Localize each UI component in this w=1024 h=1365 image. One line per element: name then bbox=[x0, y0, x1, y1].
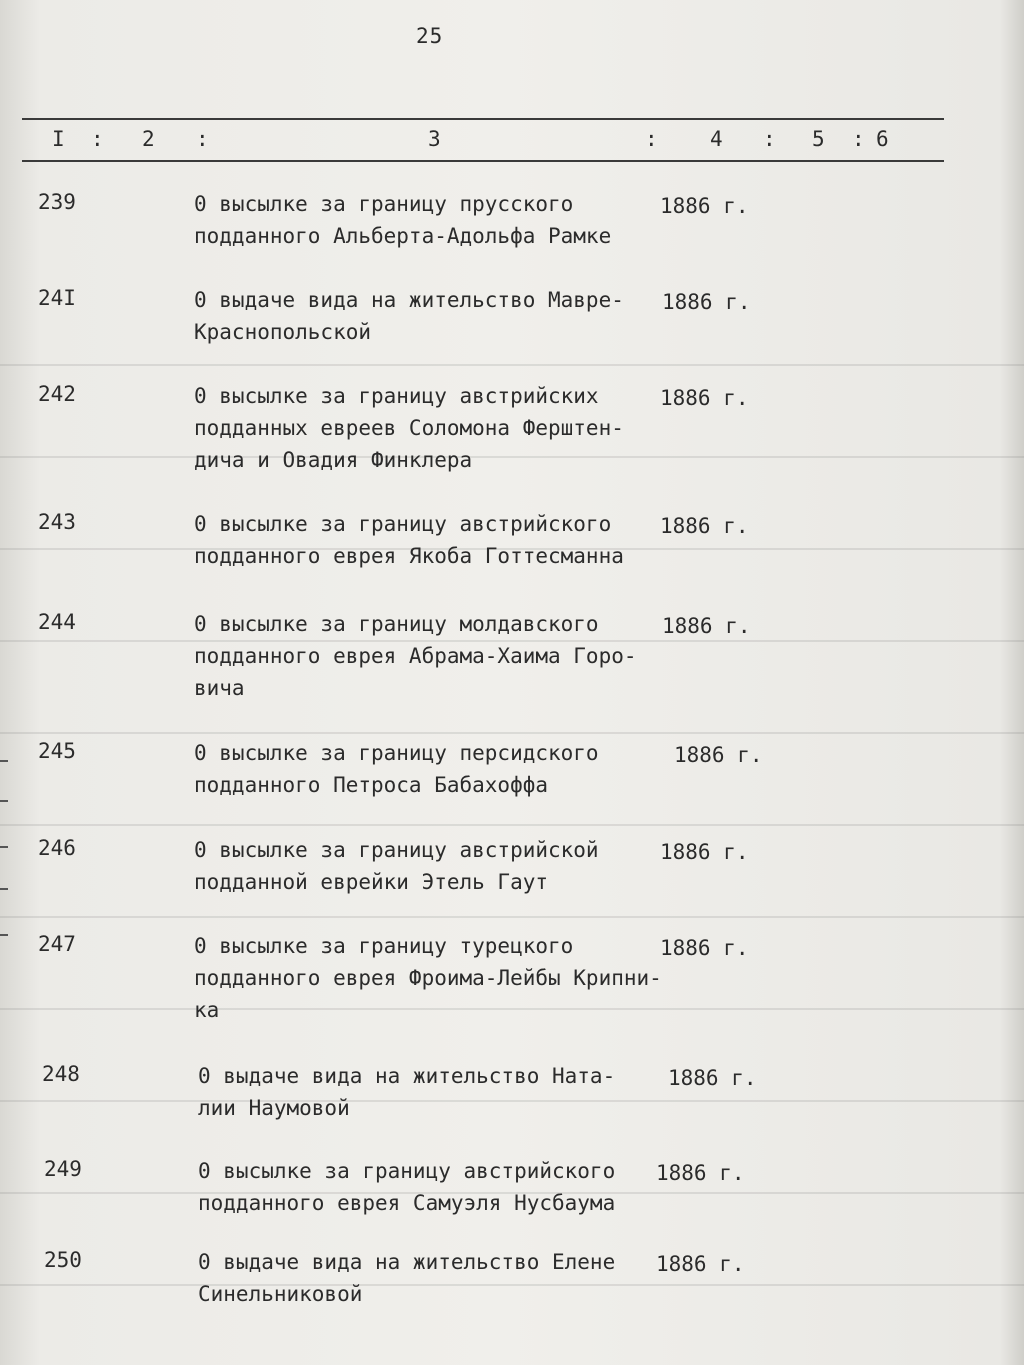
entry-date: 1886 г. bbox=[662, 290, 751, 314]
entry-description bbox=[194, 284, 624, 348]
entry-number: 246 bbox=[38, 836, 76, 860]
entry-text-line: подданного еврея Якоба Готтесманна bbox=[194, 544, 624, 568]
column-header-6: 6 bbox=[876, 127, 889, 151]
entry-description bbox=[194, 834, 599, 898]
entry-text-line: дича и Овадия Финклера bbox=[194, 448, 473, 472]
column-header-separator: : bbox=[645, 127, 658, 151]
entry-text-line: подданного Альберта-Адольфа Рамке bbox=[194, 224, 612, 248]
bleed-through-line bbox=[0, 364, 1024, 366]
entry-number: 244 bbox=[38, 610, 76, 634]
entry-description bbox=[194, 380, 624, 476]
entry-text-line: подданного Петроса Бабахоффа bbox=[194, 773, 549, 797]
entry-text-line: лии Наумовой bbox=[198, 1096, 350, 1120]
entry-text-line: 0 высылке за границу австрийской bbox=[194, 838, 599, 862]
entry-number: 249 bbox=[44, 1157, 82, 1181]
margin-mark bbox=[0, 888, 8, 890]
entry-number: 245 bbox=[38, 739, 76, 763]
entry-number: 242 bbox=[38, 382, 76, 406]
entry-text-line: 0 высылке за границу австрийского bbox=[198, 1159, 616, 1183]
entry-text-line: ка bbox=[194, 998, 220, 1022]
margin-mark bbox=[0, 800, 8, 802]
bleed-through-line bbox=[0, 916, 1024, 918]
entry-number: 24I bbox=[38, 286, 76, 310]
margin-mark bbox=[0, 846, 8, 848]
column-header-1: I bbox=[52, 127, 65, 151]
entry-date: 1886 г. bbox=[656, 1161, 745, 1185]
entry-text-line: подданных евреев Соломона Ферштен- bbox=[194, 416, 624, 440]
entry-text-line: подданного еврея Фроима-Лейбы Крипни- bbox=[194, 966, 662, 990]
page-number: 25 bbox=[416, 24, 444, 48]
entry-number: 247 bbox=[38, 932, 76, 956]
entry-description bbox=[198, 1060, 615, 1124]
column-header-3: 3 bbox=[428, 127, 441, 151]
entry-date: 1886 г. bbox=[662, 614, 751, 638]
entry-text-line: 0 высылке за границу прусского bbox=[194, 192, 574, 216]
margin-mark bbox=[0, 934, 8, 936]
entry-number: 239 bbox=[38, 190, 76, 214]
entry-text-line: 0 высылке за границу молдавского bbox=[194, 612, 599, 636]
bleed-through-line bbox=[0, 732, 1024, 734]
margin-mark bbox=[0, 760, 8, 762]
entry-number: 248 bbox=[42, 1062, 80, 1086]
column-header-separator: : bbox=[91, 127, 104, 151]
entry-date: 1886 г. bbox=[660, 936, 749, 960]
entry-description bbox=[198, 1246, 615, 1310]
entry-description bbox=[198, 1155, 615, 1219]
entry-number: 243 bbox=[38, 510, 76, 534]
entry-description bbox=[194, 930, 662, 1026]
column-header-4: 4 bbox=[710, 127, 723, 151]
entry-text-line: Краснопольской bbox=[194, 320, 372, 344]
header-rule-bottom bbox=[22, 160, 944, 162]
entry-text-line: подданного еврея Самуэля Нусбаума bbox=[198, 1191, 616, 1215]
entry-description bbox=[194, 508, 624, 572]
entry-text-line: вича bbox=[194, 676, 245, 700]
entry-date: 1886 г. bbox=[674, 743, 763, 767]
entry-description bbox=[194, 188, 611, 252]
entry-date: 1886 г. bbox=[668, 1066, 757, 1090]
entry-date: 1886 г. bbox=[660, 840, 749, 864]
bleed-through-line bbox=[0, 824, 1024, 826]
entry-date: 1886 г. bbox=[660, 194, 749, 218]
entry-number: 250 bbox=[44, 1248, 82, 1272]
entry-text-line: 0 высылке за границу персидского bbox=[194, 741, 599, 765]
column-header-separator: : bbox=[763, 127, 776, 151]
entry-date: 1886 г. bbox=[660, 386, 749, 410]
entry-text-line: 0 высылке за границу австрийского bbox=[194, 512, 612, 536]
entry-date: 1886 г. bbox=[660, 514, 749, 538]
entry-text-line: 0 выдаче вида на жительство Ната- bbox=[198, 1064, 616, 1088]
entry-text-line: 0 высылке за границу турецкого bbox=[194, 934, 574, 958]
column-header-separator: : bbox=[196, 127, 209, 151]
header-rule-top bbox=[22, 118, 944, 120]
entry-text-line: 0 выдаче вида на жительство Елене bbox=[198, 1250, 616, 1274]
entry-text-line: 0 выдаче вида на жительство Мавре- bbox=[194, 288, 624, 312]
entry-text-line: 0 высылке за границу австрийских bbox=[194, 384, 599, 408]
column-header-5: 5 bbox=[812, 127, 825, 151]
entry-text-line: подданного еврея Абрама-Хаима Горо- bbox=[194, 644, 637, 668]
column-header-separator: : bbox=[852, 127, 865, 151]
entry-text-line: подданной еврейки Этель Гаут bbox=[194, 870, 549, 894]
entry-date: 1886 г. bbox=[656, 1252, 745, 1276]
entry-description bbox=[194, 737, 599, 801]
entry-text-line: Синельниковой bbox=[198, 1282, 363, 1306]
entry-description bbox=[194, 608, 637, 704]
column-header-2: 2 bbox=[142, 127, 155, 151]
